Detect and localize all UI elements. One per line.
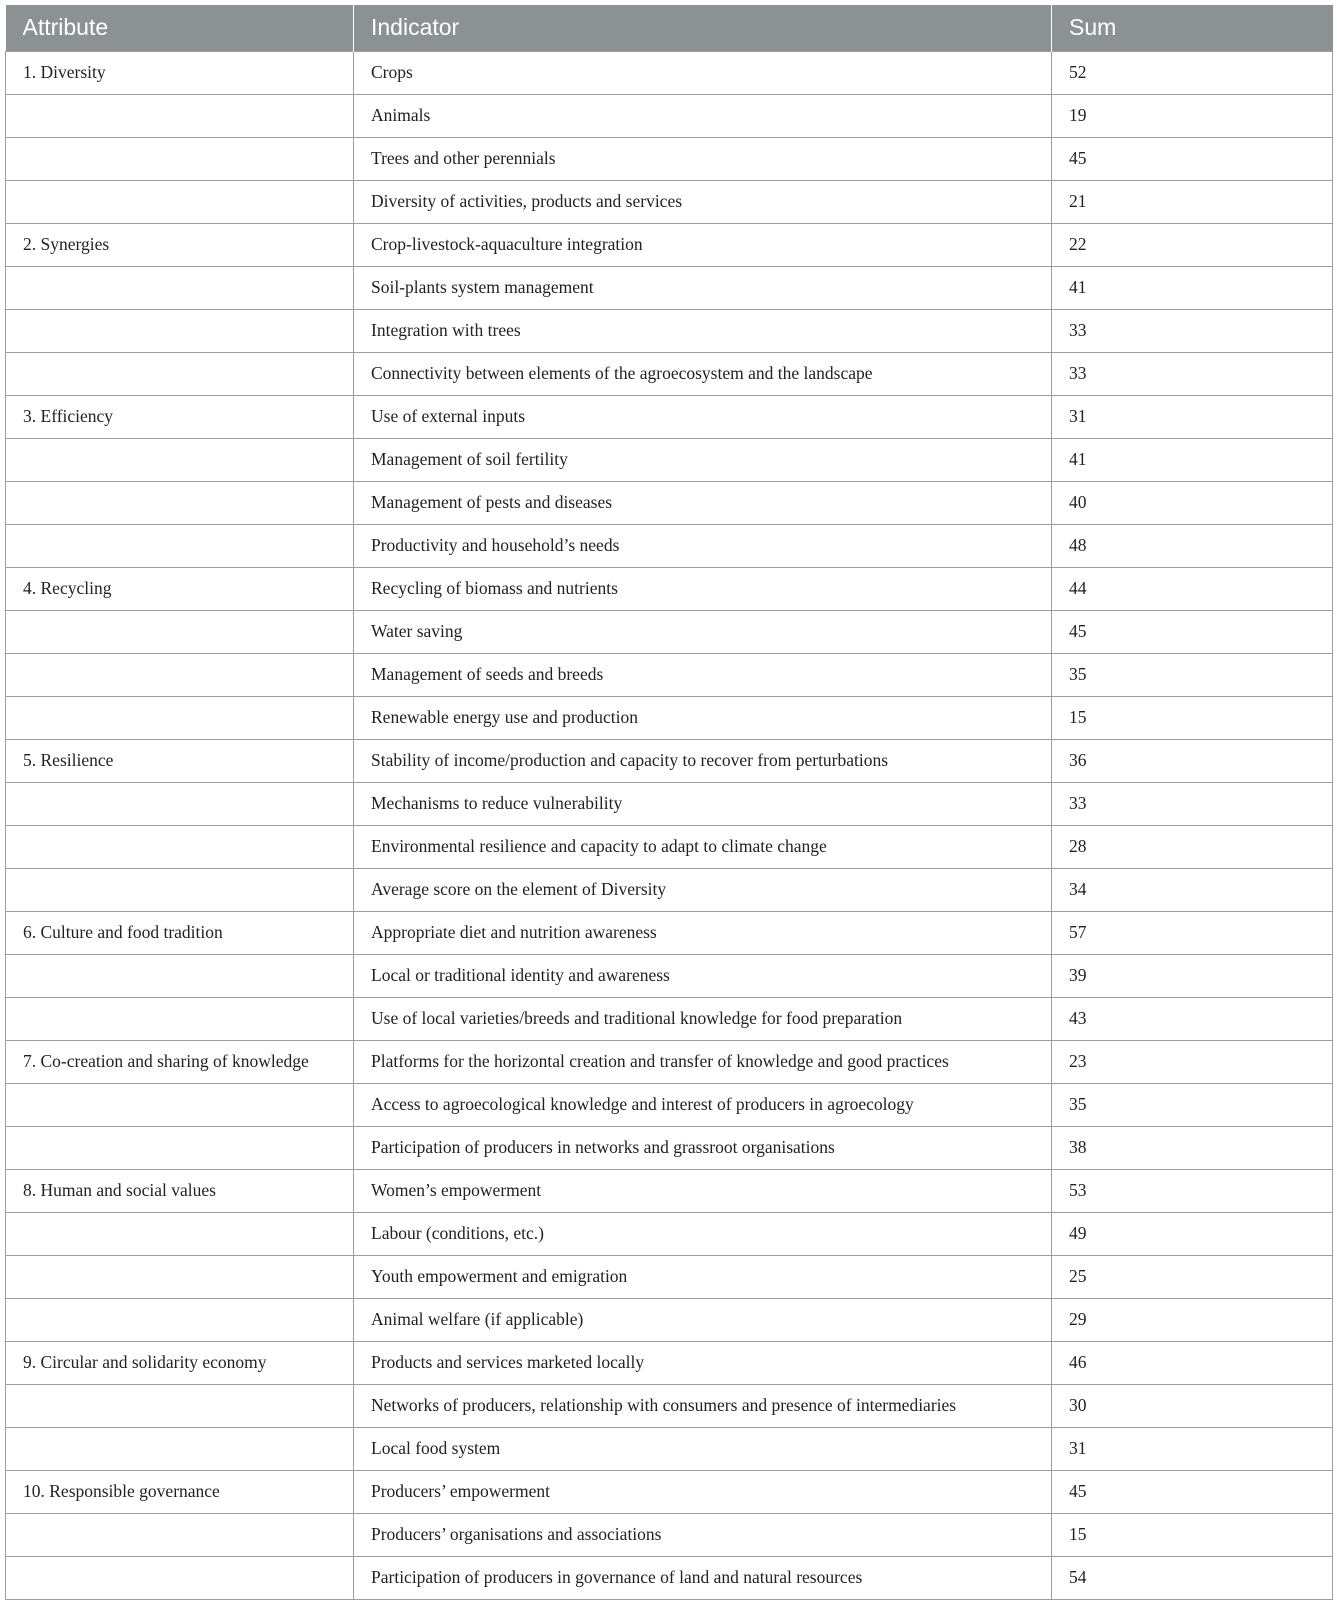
attribute-cell: 3. Efficiency	[6, 395, 354, 438]
table-row	[6, 1126, 1333, 1169]
table-row	[6, 1212, 1333, 1255]
attribute-cell	[6, 610, 354, 653]
attribute-cell	[6, 481, 354, 524]
indicator-cell: Crop-livestock-aquaculture integration	[354, 223, 1052, 266]
table-row	[6, 352, 1333, 395]
attribute-cell: 8. Human and social values	[6, 1169, 354, 1212]
table-row	[6, 438, 1333, 481]
attribute-cell	[6, 782, 354, 825]
attribute-cell	[6, 309, 354, 352]
sum-cell: 36	[1052, 739, 1333, 782]
sum-cell: 39	[1052, 954, 1333, 997]
attribute-cell	[6, 954, 354, 997]
sum-cell: 31	[1052, 1427, 1333, 1470]
indicator-cell: Animal welfare (if applicable)	[354, 1298, 1052, 1341]
attribute-cell	[6, 1298, 354, 1341]
indicator-table-container	[5, 5, 1332, 1600]
attribute-cell: 7. Co-creation and sharing of knowledge	[6, 1040, 354, 1083]
sum-cell: 45	[1052, 137, 1333, 180]
table-row	[6, 309, 1333, 352]
indicator-cell: Networks of producers, relationship with consumers and presence of intermediaries	[354, 1384, 1052, 1427]
table-row	[6, 137, 1333, 180]
sum-cell: 23	[1052, 1040, 1333, 1083]
table-row	[6, 1040, 1333, 1083]
attribute-cell	[6, 1513, 354, 1556]
table-row	[6, 782, 1333, 825]
table-row	[6, 1513, 1333, 1556]
sum-cell: 33	[1052, 352, 1333, 395]
attribute-cell	[6, 825, 354, 868]
sum-cell: 25	[1052, 1255, 1333, 1298]
attribute-cell	[6, 1427, 354, 1470]
table-row	[6, 395, 1333, 438]
sum-cell: 41	[1052, 266, 1333, 309]
indicator-cell: Producers’ organisations and associations	[354, 1513, 1052, 1556]
indicator-cell: Management of pests and diseases	[354, 481, 1052, 524]
table-body	[6, 51, 1333, 1599]
sum-cell: 49	[1052, 1212, 1333, 1255]
indicator-cell: Management of soil fertility	[354, 438, 1052, 481]
table-row	[6, 1470, 1333, 1513]
sum-cell: 33	[1052, 782, 1333, 825]
indicator-cell: Stability of income/production and capacity to recover from perturbations	[354, 739, 1052, 782]
sum-cell: 54	[1052, 1556, 1333, 1599]
attribute-cell	[6, 94, 354, 137]
sum-cell: 22	[1052, 223, 1333, 266]
sum-cell: 40	[1052, 481, 1333, 524]
attribute-cell	[6, 1126, 354, 1169]
indicator-cell: Management of seeds and breeds	[354, 653, 1052, 696]
sum-cell: 34	[1052, 868, 1333, 911]
attribute-cell	[6, 1212, 354, 1255]
column-header-attribute: Attribute	[6, 5, 354, 51]
indicator-cell: Water saving	[354, 610, 1052, 653]
indicator-cell: Producers’ empowerment	[354, 1470, 1052, 1513]
table-row	[6, 524, 1333, 567]
attribute-cell	[6, 1083, 354, 1126]
indicator-cell: Use of local varieties/breeds and traditional knowledge for food preparation	[354, 997, 1052, 1040]
indicator-cell: Crops	[354, 51, 1052, 94]
indicator-cell: Labour (conditions, etc.)	[354, 1212, 1052, 1255]
sum-cell: 28	[1052, 825, 1333, 868]
indicator-cell: Access to agroecological knowledge and interest of producers in agroecology	[354, 1083, 1052, 1126]
indicator-cell: Integration with trees	[354, 309, 1052, 352]
attribute-cell	[6, 696, 354, 739]
table-row	[6, 1384, 1333, 1427]
indicator-cell: Productivity and household’s needs	[354, 524, 1052, 567]
sum-cell: 31	[1052, 395, 1333, 438]
table-row	[6, 1169, 1333, 1212]
table-row	[6, 94, 1333, 137]
attribute-cell	[6, 266, 354, 309]
indicator-cell: Participation of producers in governance of land and natural resources	[354, 1556, 1052, 1599]
table-row	[6, 739, 1333, 782]
indicator-cell: Women’s empowerment	[354, 1169, 1052, 1212]
table-row	[6, 1083, 1333, 1126]
sum-cell: 45	[1052, 610, 1333, 653]
attribute-cell	[6, 653, 354, 696]
table-row	[6, 954, 1333, 997]
indicator-cell: Local food system	[354, 1427, 1052, 1470]
table-row	[6, 1298, 1333, 1341]
indicator-cell: Local or traditional identity and awareness	[354, 954, 1052, 997]
sum-cell: 30	[1052, 1384, 1333, 1427]
attribute-cell	[6, 1255, 354, 1298]
indicator-cell: Environmental resilience and capacity to adapt to climate change	[354, 825, 1052, 868]
attribute-cell	[6, 997, 354, 1040]
attribute-cell	[6, 352, 354, 395]
table-row	[6, 1427, 1333, 1470]
sum-cell: 45	[1052, 1470, 1333, 1513]
table-row	[6, 997, 1333, 1040]
sum-cell: 35	[1052, 653, 1333, 696]
attribute-cell	[6, 524, 354, 567]
attribute-cell: 6. Culture and food tradition	[6, 911, 354, 954]
indicator-cell: Soil-plants system management	[354, 266, 1052, 309]
indicator-cell: Products and services marketed locally	[354, 1341, 1052, 1384]
table-row	[6, 825, 1333, 868]
sum-cell: 53	[1052, 1169, 1333, 1212]
indicator-cell: Renewable energy use and production	[354, 696, 1052, 739]
sum-cell: 33	[1052, 309, 1333, 352]
sum-cell: 43	[1052, 997, 1333, 1040]
table-row	[6, 567, 1333, 610]
table-row	[6, 868, 1333, 911]
indicator-table	[5, 5, 1333, 1600]
indicator-cell: Average score on the element of Diversity	[354, 868, 1052, 911]
table-row	[6, 1341, 1333, 1384]
table-row	[6, 1255, 1333, 1298]
attribute-cell: 10. Responsible governance	[6, 1470, 354, 1513]
indicator-cell: Youth empowerment and emigration	[354, 1255, 1052, 1298]
table-header	[6, 5, 1333, 51]
column-header-sum: Sum	[1052, 5, 1333, 51]
indicator-cell: Participation of producers in networks and grassroot organisations	[354, 1126, 1052, 1169]
attribute-cell: 2. Synergies	[6, 223, 354, 266]
attribute-cell: 5. Resilience	[6, 739, 354, 782]
sum-cell: 57	[1052, 911, 1333, 954]
indicator-cell: Diversity of activities, products and services	[354, 180, 1052, 223]
attribute-cell: 9. Circular and solidarity economy	[6, 1341, 354, 1384]
indicator-cell: Connectivity between elements of the agroecosystem and the landscape	[354, 352, 1052, 395]
attribute-cell	[6, 868, 354, 911]
table-row	[6, 696, 1333, 739]
header-row	[6, 5, 1333, 51]
attribute-cell	[6, 1384, 354, 1427]
table-row	[6, 51, 1333, 94]
table-row	[6, 223, 1333, 266]
indicator-cell: Mechanisms to reduce vulnerability	[354, 782, 1052, 825]
column-header-indicator: Indicator	[354, 5, 1052, 51]
table-row	[6, 610, 1333, 653]
sum-cell: 48	[1052, 524, 1333, 567]
indicator-cell: Animals	[354, 94, 1052, 137]
table-row	[6, 653, 1333, 696]
table-row	[6, 481, 1333, 524]
table-row	[6, 911, 1333, 954]
indicator-cell: Platforms for the horizontal creation and transfer of knowledge and good practices	[354, 1040, 1052, 1083]
indicator-cell: Appropriate diet and nutrition awareness	[354, 911, 1052, 954]
table-row	[6, 266, 1333, 309]
sum-cell: 35	[1052, 1083, 1333, 1126]
attribute-cell	[6, 1556, 354, 1599]
sum-cell: 46	[1052, 1341, 1333, 1384]
attribute-cell	[6, 180, 354, 223]
sum-cell: 29	[1052, 1298, 1333, 1341]
attribute-cell: 4. Recycling	[6, 567, 354, 610]
sum-cell: 52	[1052, 51, 1333, 94]
attribute-cell	[6, 438, 354, 481]
attribute-cell	[6, 137, 354, 180]
sum-cell: 15	[1052, 1513, 1333, 1556]
sum-cell: 21	[1052, 180, 1333, 223]
indicator-cell: Trees and other perennials	[354, 137, 1052, 180]
sum-cell: 19	[1052, 94, 1333, 137]
sum-cell: 38	[1052, 1126, 1333, 1169]
table-row	[6, 1556, 1333, 1599]
sum-cell: 41	[1052, 438, 1333, 481]
sum-cell: 44	[1052, 567, 1333, 610]
attribute-cell: 1. Diversity	[6, 51, 354, 94]
sum-cell: 15	[1052, 696, 1333, 739]
table-row	[6, 180, 1333, 223]
indicator-cell: Recycling of biomass and nutrients	[354, 567, 1052, 610]
indicator-cell: Use of external inputs	[354, 395, 1052, 438]
